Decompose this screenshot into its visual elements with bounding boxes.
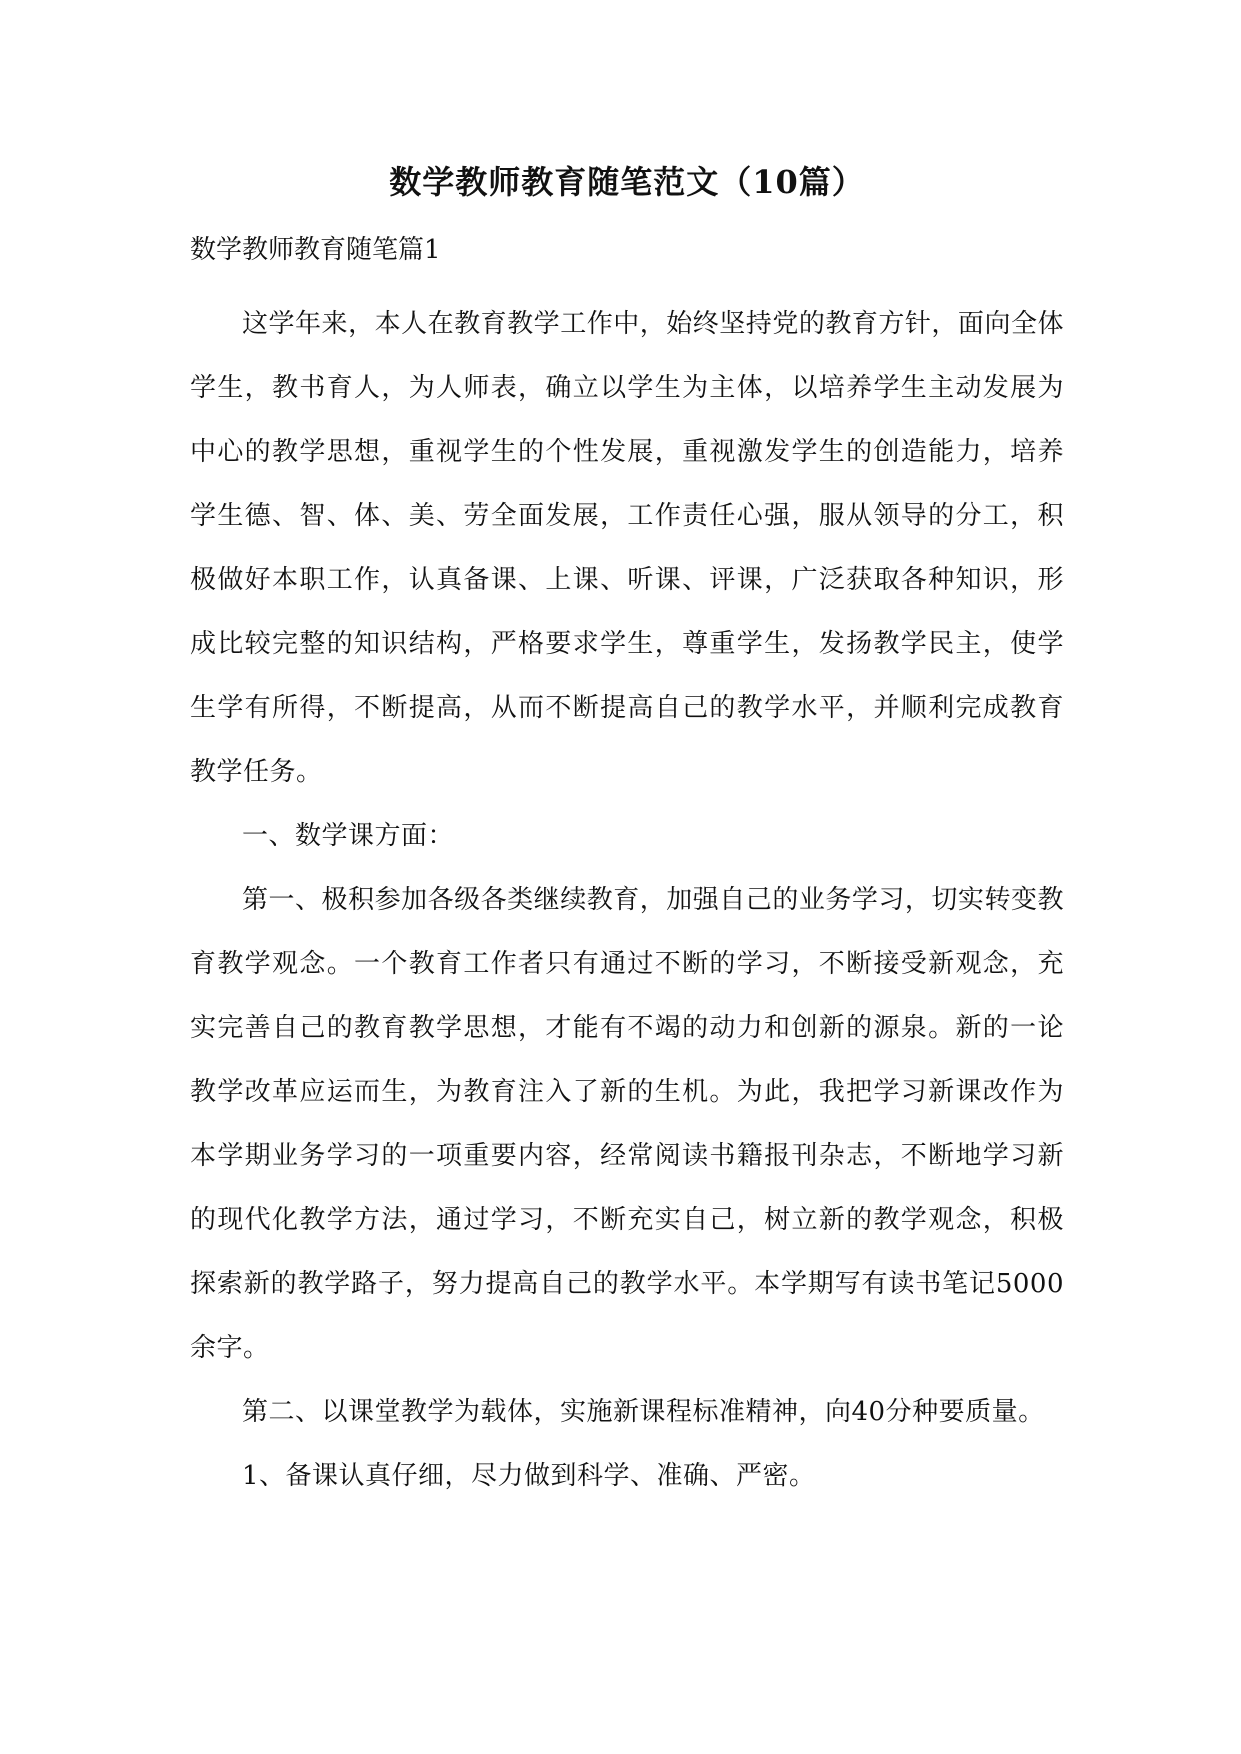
paragraph-section-math: 一、数学课方面： xyxy=(242,821,455,851)
document-title: 数学教师教育随笔范文（10篇） xyxy=(389,163,865,201)
paragraph-item-1: 1、备课认真仔细，尽力做到科学、准确、严密。 xyxy=(242,1461,816,1491)
document-body xyxy=(190,160,1064,1508)
section-heading: 数学教师教育随笔篇1 xyxy=(190,235,441,265)
paragraph-second-point: 第二、以课堂教学为载体，实施新课程标准精神，向40分种要质量。 xyxy=(242,1397,1045,1427)
paragraph-intro: 这学年来，本人在教育教学工作中，始终坚持党的教育方针，面向全体学生，教书育人，为人师表，确立以学生为主体，以培养学生主动发展为中心的教学思想，重视学生的个性发展，重视激发学生的创造能力，培养学生德、智、体、美、劳全面发展，工作责任心强，服从领导的分工，积极做好本职工作，认真备课、上课、听课、评课，广泛获取各种知识，形成比较完整的知识结构，严格要求学生，尊重学生，发扬教学民主，使学生学有所得，不断提高，从而不断提高自己的教学水平，并顺利完成教育教学任务。 xyxy=(190,309,1064,787)
paragraph-first-point: 第一、极积参加各级各类继续教育，加强自己的业务学习，切实转变教育教学观念。一个教育工作者只有通过不断的学习，不断接受新观念，充实完善自己的教育教学思想，才能有不竭的动力和创新的源泉。新的一论教学改革应运而生，为教育注入了新的生机。为此，我把学习新课改作为本学期业务学习的一项重要内容，经常阅读书籍报刊杂志，不断地学习新的现代化教学方法，通过学习，不断充实自己，树立新的教学观念，积极探索新的教学路子，努力提高自己的教学水平。本学期写有读书笔记5000余字。 xyxy=(190,885,1064,1363)
